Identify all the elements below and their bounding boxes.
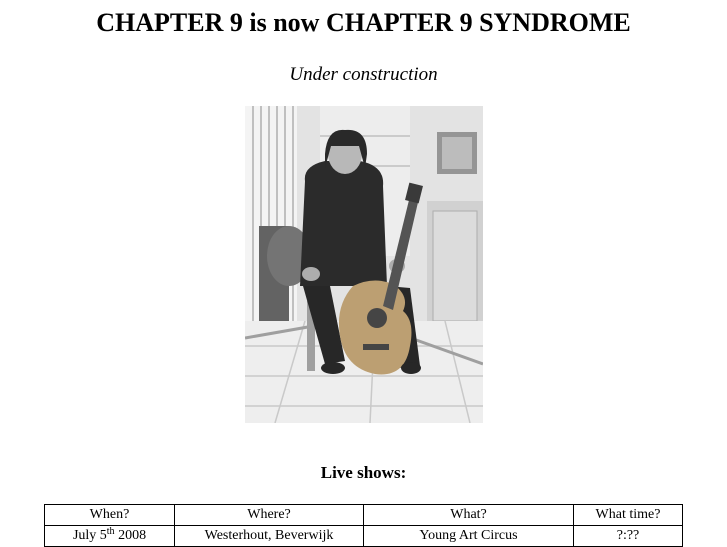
show-event: Young Art Circus [364, 526, 574, 547]
live-shows-heading: Live shows: [320, 463, 407, 482]
show-date-ordinal-suffix: th [106, 526, 115, 537]
live-shows-table [44, 504, 683, 547]
page-subtitle: Under construction [289, 64, 438, 85]
photo-musician-with-guitar-icon [245, 106, 483, 423]
show-date-year: 2008 [118, 528, 147, 543]
column-header-where: Where? [175, 505, 364, 526]
table-header-row [45, 505, 683, 526]
show-date [45, 526, 175, 547]
show-date-month-day: July 5 [72, 528, 107, 543]
column-header-when: When? [45, 505, 175, 526]
show-venue: Westerhout, Beverwijk [175, 526, 364, 547]
band-photo [245, 106, 483, 423]
show-time: ?:?? [574, 526, 683, 547]
table-row [45, 526, 683, 547]
page-title: CHAPTER 9 is now CHAPTER 9 SYNDROME [96, 8, 631, 37]
column-header-what-time: What time? [574, 505, 683, 526]
column-header-what: What? [364, 505, 574, 526]
